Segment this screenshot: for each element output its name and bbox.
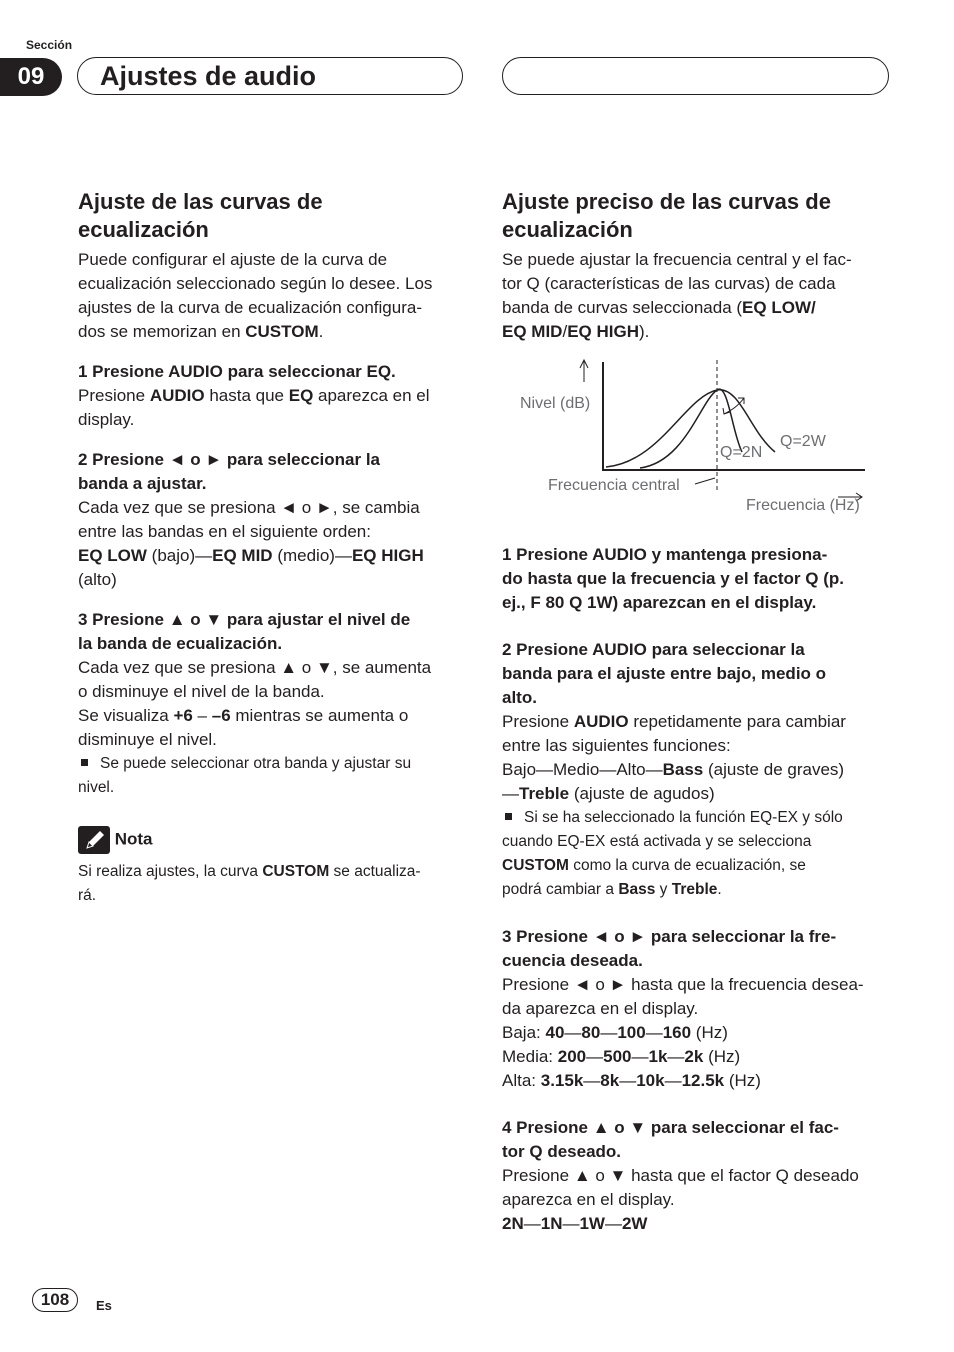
- r-step-3-title: 3 Presione ◄ o ► para seleccionar la fre- cuencia deseada.: [502, 927, 837, 970]
- intro-paragraph-2: Se puede ajustar la frecuencia central y el fac- tor Q (características de las curvas) de cada banda de curvas seleccionada (EQ LOW/ EQ MID/EQ HIGH).: [502, 250, 852, 341]
- step-1-body: Presione AUDIO hasta que EQ aparezca en el display.: [78, 386, 430, 429]
- intro-paragraph: Puede configurar el ajuste de la curva de ecualización seleccionado según lo desee. Los ajustes de la curva de ecualización configura- dos se memorizan en CUSTOM.: [78, 250, 433, 341]
- left-column: [78, 188, 468, 908]
- q2w-label: Q=2W: [780, 433, 826, 450]
- step-2-body: Cada vez que se presiona ◄ o ►, se cambia entre las bandas en el siguiente orden: EQ LOW (bajo)—EQ MID (medio)—EQ HIGH (alto): [78, 498, 424, 589]
- r-step-3-body: Presione ◄ o ► hasta que la frecuencia desea- da aparezca en el display. Baja: 40—80—100—160 (Hz) Media: 200—500—1k—2k (Hz) Alta: 3.15k—8k—10k—12.5k (Hz): [502, 975, 864, 1090]
- y-axis-label: Nivel (dB): [520, 395, 591, 412]
- r-step-2-title: 2 Presione AUDIO para seleccionar la banda para el ajuste entre bajo, medio o alto.: [502, 640, 827, 707]
- r-step-2-body: Presione AUDIO repetidamente para cambiar entre las siguientes funciones: Bajo—Medio—Alto—Bass (ajuste de graves) —Treble (ajuste de agudos): [502, 712, 846, 803]
- q2n-label: Q=2N: [720, 444, 763, 461]
- r-step-4-title: 4 Presione ▲ o ▼ para seleccionar el fac- tor Q deseado.: [502, 1118, 839, 1161]
- title-frame-empty: [502, 57, 889, 95]
- section-number-badge: 09: [0, 58, 62, 96]
- section-label: Sección: [26, 38, 73, 52]
- step-3-body: Cada vez que se presiona ▲ o ▼, se aumenta o disminuye el nivel de la banda. Se visualiza +6 – –6 mientras se aumenta o disminuye el nivel.: [78, 658, 432, 749]
- step-3-title: 3 Presione ▲ o ▼ para ajustar el nivel de la banda de ecualización.: [78, 610, 411, 653]
- r-step-4-body: Presione ▲ o ▼ hasta que el factor Q deseado aparezca en el display. 2N—1N—1W—2W: [502, 1166, 859, 1233]
- eq-curve-diagram: [500, 352, 880, 522]
- nota-body: Si realiza ajustes, la curva CUSTOM se actualiza- rá.: [78, 863, 421, 904]
- r-step-1-title: 1 Presione AUDIO y mantenga presiona- do hasta que la frecuencia y el factor Q (p. ej., F 80 Q 1W) aparezcan en el display.: [502, 545, 844, 612]
- nota-header: Nota: [78, 826, 468, 854]
- step-2-title: 2 Presione ◄ o ► para seleccionar la banda a ajustar.: [78, 450, 381, 493]
- right-column: [502, 188, 894, 344]
- step-1-title: 1 Presione AUDIO para seleccionar EQ.: [78, 362, 396, 381]
- x-axis-label: Frecuencia (Hz): [746, 497, 860, 514]
- language-code: Es: [96, 1298, 112, 1313]
- section-heading: Ajuste de las curvas de ecualización: [78, 189, 323, 242]
- center-frequency-label: Frecuencia central: [548, 477, 680, 494]
- page-number: 108: [32, 1288, 78, 1312]
- bullet-square-icon: [505, 813, 512, 820]
- section-heading-2: Ajuste preciso de las curvas de ecualización: [502, 189, 831, 242]
- step-3-note: Se puede seleccionar otra banda y ajustar su nivel.: [78, 755, 412, 796]
- bullet-square-icon: [81, 759, 88, 766]
- page-title: Ajustes de audio: [100, 61, 317, 91]
- right-steps: [502, 543, 894, 1236]
- note-pencil-icon: [78, 826, 110, 854]
- r-step-2-note: Si se ha seleccionado la función EQ-EX y sólo cuando EQ-EX está activada y se selecciona CUSTOM como la curva de ecualización, se podrá cambiar a Bass y Treble.: [502, 809, 843, 898]
- center-pointer: [695, 478, 715, 484]
